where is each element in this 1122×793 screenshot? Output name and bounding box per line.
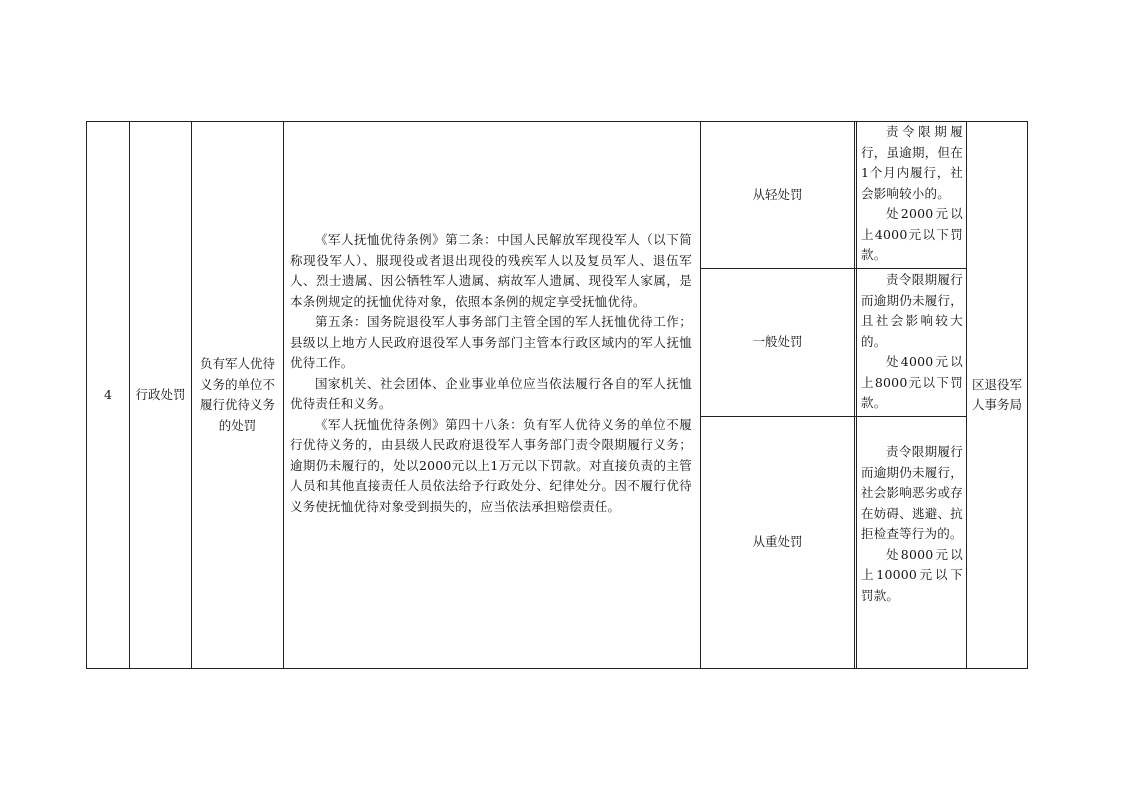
authority-text: 区退役军人事务局 — [971, 376, 1022, 412]
basis-paragraph: 国家机关、社会团体、企业事业单位应当依法履行各自的军人抚恤优待责任和义务。 — [290, 375, 692, 411]
basis-paragraph: 《军人抚恤优待条例》第四十八条：负有军人优待义务的单位不履行优待义务的，由县级人民政府退役军人事务部门责令限期履行义务；逾期仍未履行的，处以2000元以上1万元以下罚款。对直接负责的主管人员和其他直接责任人员依法给予行政处分、纪律处分。因不履行优待义务使抚恤优待对象受到损失的，应当依法承担赔偿责任。 — [290, 416, 692, 514]
penalty-level-text: 从重处罚 — [752, 534, 803, 550]
penalty-standard-text: 处2000元以上4000元以下罚款。 — [861, 206, 963, 262]
penalty-standard-light — [857, 122, 966, 266]
penalty-level-heavy — [701, 417, 854, 668]
penalty-level-text: 一般处罚 — [752, 334, 803, 350]
penalty-standard-text: 处4000元以上8000元以下罚款。 — [861, 354, 963, 410]
penalty-level-light — [701, 122, 854, 268]
category-text: 行政处罚 — [135, 386, 186, 402]
item-name-text: 负有军人优待义务的单位不履行优待义务的处罚 — [199, 356, 275, 433]
basis-paragraph: 《军人抚恤优待条例》第二条：中国人民解放军现役军人（以下简称现役军人）、服现役或者退出现役的残疾军人以及复员军人、退伍军人、烈士遗属、因公牺牲军人遗属、病故军人遗属、现役军人家属，是本条例规定的抚恤优待对象，依照本条例的规定享受抚恤优待。 — [290, 232, 692, 309]
category-cell — [130, 122, 191, 668]
row-number: 4 — [104, 386, 112, 402]
column-divider — [854, 121, 855, 669]
penalty-standard-text: 责令限期履行，虽逾期，但在1个月内履行，社会影响较小的。 — [861, 124, 963, 201]
row-number-cell — [87, 122, 129, 668]
penalty-level-text: 从轻处罚 — [752, 186, 803, 202]
penalty-standard-general — [857, 270, 966, 414]
penalty-standard-text: 责令限期履行而逾期仍未履行，社会影响恶劣或存在妨碍、逃避、抗拒检查等行为的。 — [861, 444, 963, 541]
penalty-standard-text: 处8000元以上10000元以下罚款。 — [861, 546, 963, 603]
table-border-bottom — [86, 668, 1028, 669]
item-name-cell — [192, 122, 283, 668]
penalty-standard-heavy — [857, 442, 966, 606]
basis-paragraph: 第五条：国务院退役军人事务部门主管全国的军人抚恤优待工作；县级以上地方人民政府退役军人事务部门主管本行政区域内的军人抚恤优待工作。 — [290, 314, 692, 370]
table-border-right — [1027, 121, 1028, 669]
penalty-level-general — [701, 269, 854, 416]
penalty-standard-text: 责令限期履行而逾期仍未履行，且社会影响较大的。 — [861, 272, 963, 349]
authority-cell — [967, 122, 1027, 668]
legal-basis-cell — [284, 230, 700, 517]
